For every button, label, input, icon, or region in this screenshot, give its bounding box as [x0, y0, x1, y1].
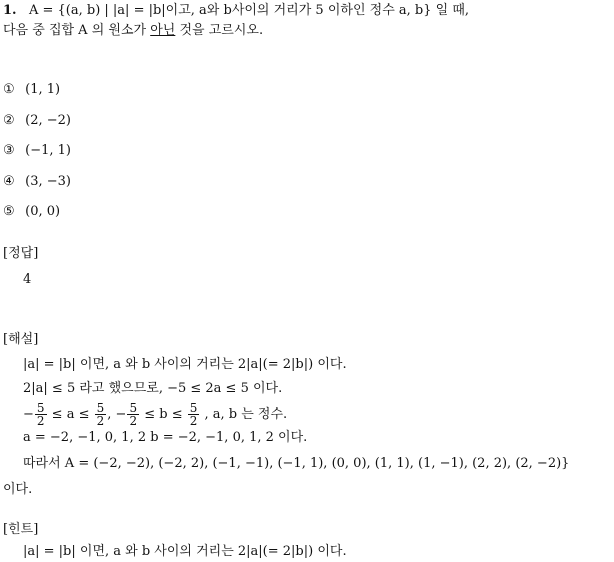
option-mark: ② [3, 113, 15, 128]
fraction-denominator: 2 [96, 414, 105, 428]
fraction [127, 402, 139, 427]
expl-text: , − [107, 407, 127, 422]
answer-value: 4 [23, 272, 32, 287]
fraction-denominator: 2 [36, 414, 45, 428]
explanation-line-3 [23, 402, 287, 427]
hint-label: [힌트] [3, 522, 39, 537]
question-number: 1. [3, 3, 17, 18]
option-mark: ④ [3, 174, 15, 189]
explanation-label: [해설] [3, 332, 39, 347]
fraction-numerator: 5 [36, 401, 45, 415]
option-mark: ① [3, 82, 15, 97]
fraction [95, 402, 107, 427]
explanation-line-2: 2|a| ≤ 5 라고 했으므로, −5 ≤ 2a ≤ 5 이다. [23, 381, 283, 396]
explanation-line-6: 이다. [3, 482, 33, 497]
question-line-2 [3, 23, 263, 39]
expl-text: − [23, 407, 34, 422]
hint-line-1: |a| = |b| 이면, a 와 b 사이의 거리는 2|a|(= 2|b|) 이다. [23, 544, 347, 559]
question-line-1 [3, 3, 469, 19]
option-5 [3, 204, 60, 220]
explanation-line-1: |a| = |b| 이면, a 와 b 사이의 거리는 2|a|(= 2|b|) 이다. [23, 357, 347, 372]
option-1 [3, 82, 60, 98]
fraction-denominator: 2 [129, 414, 138, 428]
option-text: (−1, 1) [25, 143, 71, 158]
option-mark: ③ [3, 143, 15, 158]
fraction-numerator: 5 [189, 401, 198, 415]
fraction [188, 402, 200, 427]
explanation-line-5: 따라서 A = (−2, −2), (−2, 2), (−1, −1), (−1, 1), (0, 0), (1, 1), (1, −1), (2, 2), (2, −2)} [23, 456, 570, 471]
expl-text: ≤ a ≤ [47, 407, 94, 422]
expl-text: , a, b 는 정수. [200, 407, 288, 422]
option-text: (3, −3) [25, 174, 71, 189]
option-text: (2, −2) [25, 113, 71, 128]
question-text-2b: 것을 고르시오. [175, 23, 264, 38]
option-4 [3, 174, 71, 190]
fraction [35, 402, 47, 427]
question-text-2a: 다음 중 집합 A 의 원소가 [3, 23, 151, 38]
option-3 [3, 143, 71, 159]
option-text: (0, 0) [25, 204, 61, 219]
option-2 [3, 113, 71, 129]
explanation-line-4: a = −2, −1, 0, 1, 2 b = −2, −1, 0, 1, 2 이다. [23, 430, 308, 445]
expl-text: ≤ b ≤ [140, 407, 187, 422]
option-mark: ⑤ [3, 204, 15, 219]
question-underlined-word: 아닌 [150, 23, 176, 38]
question-text-1: A = {(a, b) | |a| = |b|이고, a와 b사이의 거리가 5 이하인 정수 a, b} 일 때, [28, 3, 470, 18]
fraction-numerator: 5 [96, 401, 105, 415]
fraction-denominator: 2 [189, 414, 198, 428]
fraction-numerator: 5 [129, 401, 138, 415]
answer-label: [정답] [3, 246, 39, 261]
option-text: (1, 1) [25, 82, 61, 97]
